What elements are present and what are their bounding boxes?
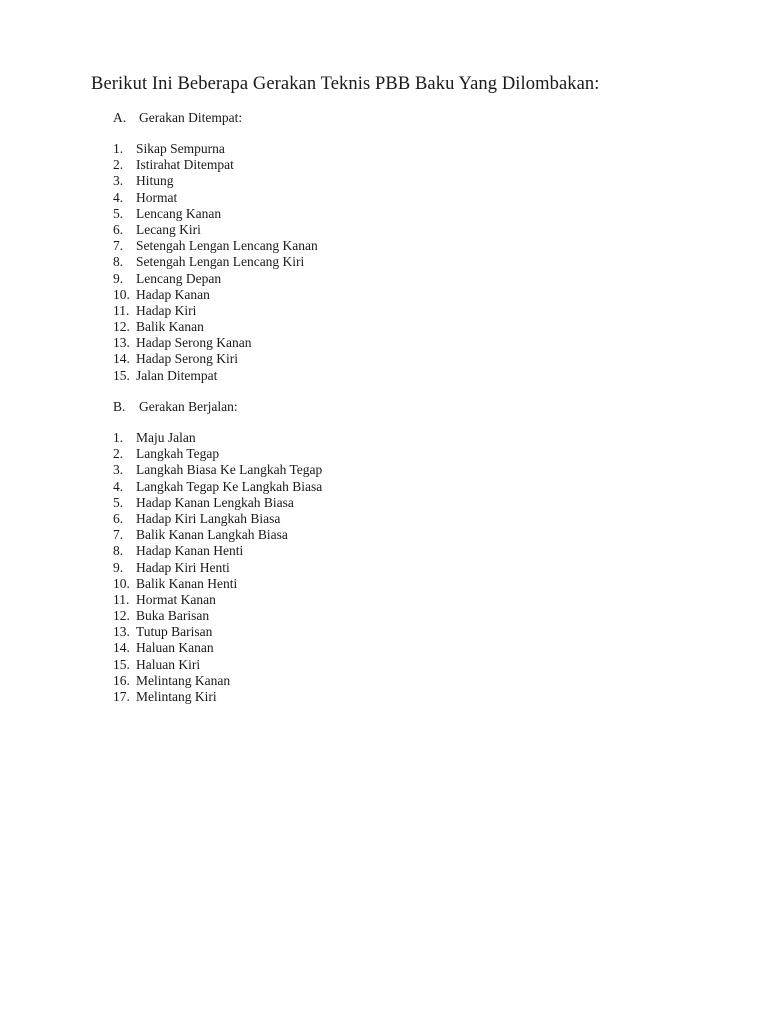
section-letter: B. [113, 399, 126, 414]
list-item-number: 8. [113, 254, 124, 270]
list-item-number: 2. [113, 157, 124, 173]
list-item-number: 15. [113, 367, 130, 383]
list-item-text: Hormat [136, 189, 178, 205]
list-item [113, 511, 322, 527]
list-item-text: Hadap Kiri Langkah Biasa [136, 510, 281, 526]
section-gerakan-berjalan [113, 399, 322, 705]
list-item [113, 673, 322, 689]
list-item [113, 206, 318, 222]
section-letter: A. [113, 110, 127, 125]
list-item-text: Lencang Depan [136, 270, 222, 286]
list-item-text: Maju Jalan [136, 430, 196, 445]
list-item-number: 15. [113, 656, 130, 672]
section-title: Gerakan Ditempat: [139, 110, 243, 125]
list-item-number: 16. [113, 672, 130, 688]
list-item-text: Balik Kanan [136, 319, 204, 335]
list-item-number: 17. [113, 689, 130, 704]
list-item-number: 11. [113, 591, 130, 607]
list-item-number: 13. [113, 335, 130, 351]
list-item [113, 271, 318, 287]
numbered-list [113, 141, 318, 384]
section-heading [113, 399, 322, 415]
list-item-text: Jalan Ditempat [136, 367, 218, 383]
list-item [113, 543, 322, 559]
list-item-text: Langkah Tegap Ke Langkah Biasa [136, 478, 323, 494]
list-item [113, 640, 322, 656]
list-item-number: 1. [113, 141, 124, 156]
list-item-number: 3. [113, 462, 124, 478]
list-item-text: Istirahat Ditempat [136, 157, 234, 173]
list-item-text: Hadap Kanan Lengkah Biasa [136, 494, 294, 510]
list-item-number: 5. [113, 205, 124, 221]
list-item-text: Haluan Kiri [136, 656, 201, 672]
list-item-number: 4. [113, 478, 124, 494]
list-item-number: 5. [113, 494, 124, 510]
list-item-number: 14. [113, 640, 130, 656]
list-item-text: Hadap Kiri Henti [136, 559, 230, 575]
list-item [113, 173, 318, 189]
list-item [113, 222, 318, 238]
list-item-text: Hormat Kanan [136, 591, 216, 607]
list-item [113, 335, 318, 351]
section-title: Gerakan Berjalan: [139, 399, 238, 414]
list-item [113, 560, 322, 576]
list-item-number: 6. [113, 510, 124, 526]
list-item-text: Hadap Serong Kiri [136, 351, 238, 367]
list-item-text: Langkah Biasa Ke Langkah Tegap [136, 462, 323, 478]
list-item-number: 3. [113, 173, 124, 189]
list-item-text: Balik Kanan Langkah Biasa [136, 527, 288, 543]
list-item-text: Hadap Kanan [136, 286, 210, 302]
list-item [113, 527, 322, 543]
list-item [113, 157, 318, 173]
list-item-number: 9. [113, 559, 124, 575]
list-item-text: Melintang Kiri [136, 689, 217, 704]
list-item-text: Lencang Kanan [136, 205, 222, 221]
list-item-number: 7. [113, 238, 124, 254]
list-item [113, 190, 318, 206]
list-item-text: Melintang Kanan [136, 672, 231, 688]
list-item-text: Hadap Kanan Henti [136, 543, 244, 559]
list-item-text: Haluan Kanan [136, 640, 214, 656]
list-item-number: 9. [113, 270, 124, 286]
list-item-number: 6. [113, 221, 124, 237]
list-item-number: 11. [113, 302, 130, 318]
list-item [113, 430, 322, 446]
list-item-text: Hadap Kiri [136, 302, 197, 318]
list-item [113, 462, 322, 478]
list-item [113, 624, 322, 640]
numbered-list [113, 430, 322, 705]
list-item [113, 238, 318, 254]
list-item [113, 141, 318, 157]
list-item-number: 10. [113, 575, 130, 591]
list-item-text: Buka Barisan [136, 608, 210, 624]
list-item-text: Balik Kanan Henti [136, 575, 238, 591]
list-item-text: Tutup Barisan [136, 624, 213, 640]
list-item-text: Langkah Tegap [136, 446, 220, 462]
list-item [113, 254, 318, 270]
list-item-number: 14. [113, 351, 130, 367]
list-item-number: 13. [113, 624, 130, 640]
section-gerakan-ditempat [113, 110, 318, 384]
list-item [113, 576, 322, 592]
list-item-text: Sikap Sempurna [136, 141, 225, 156]
list-item-number: 12. [113, 608, 130, 624]
list-item-number: 8. [113, 543, 124, 559]
list-item [113, 287, 318, 303]
list-item [113, 657, 322, 673]
list-item [113, 479, 322, 495]
list-item-number: 12. [113, 319, 130, 335]
list-item [113, 689, 322, 705]
list-item [113, 446, 322, 462]
list-item-text: Lecang Kiri [136, 221, 201, 237]
list-item [113, 592, 322, 608]
list-item-number: 7. [113, 527, 124, 543]
list-item [113, 351, 318, 367]
list-item-text: Setengah Lengan Lencang Kanan [136, 238, 318, 254]
list-item-text: Hadap Serong Kanan [136, 335, 252, 351]
list-item-text: Hitung [136, 173, 174, 189]
list-item [113, 495, 322, 511]
document-title: Berikut Ini Beberapa Gerakan Teknis PBB Baku Yang Dilombakan: [91, 74, 600, 94]
list-item-number: 4. [113, 189, 124, 205]
list-item [113, 608, 322, 624]
list-item [113, 303, 318, 319]
list-item-text: Setengah Lengan Lencang Kiri [136, 254, 305, 270]
list-item-number: 2. [113, 446, 124, 462]
list-item-number: 1. [113, 430, 124, 445]
section-heading [113, 110, 318, 126]
list-item-number: 10. [113, 286, 130, 302]
list-item [113, 319, 318, 335]
list-item [113, 368, 318, 384]
